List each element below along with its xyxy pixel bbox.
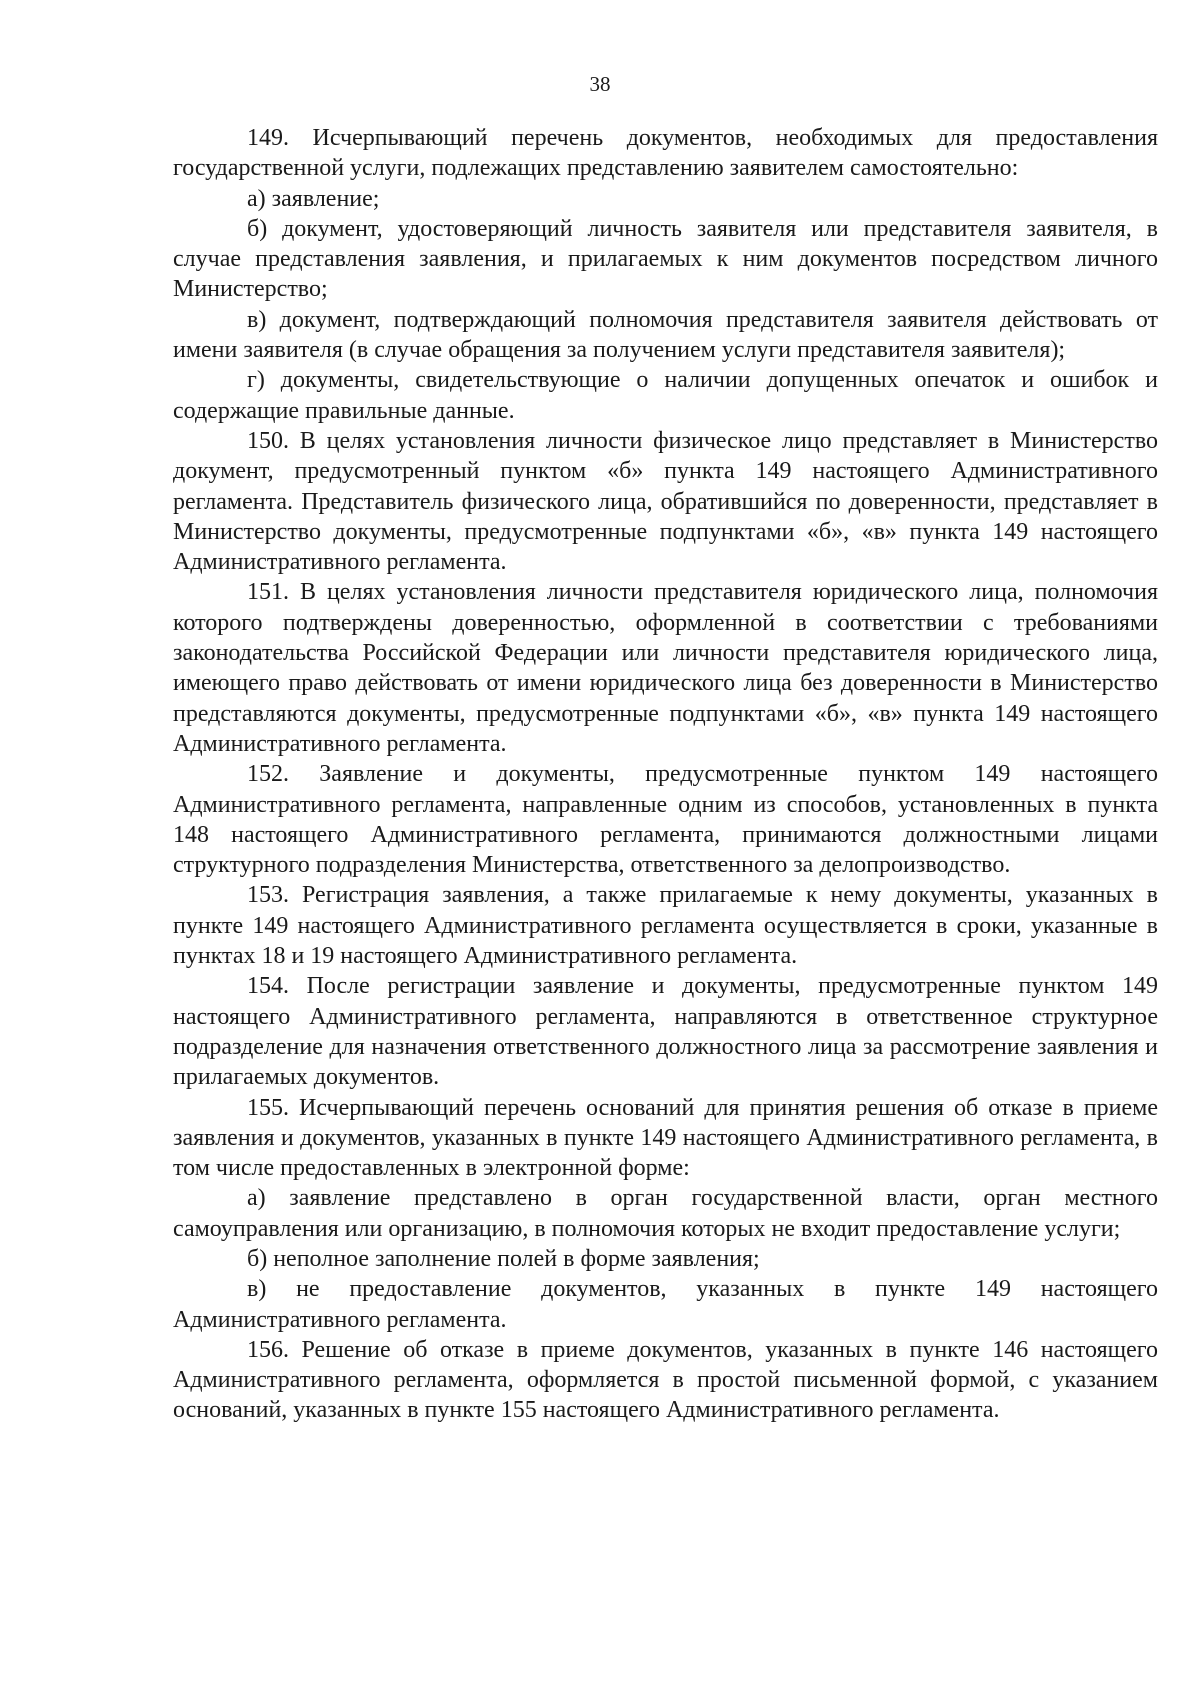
paragraph-156: 156. Решение об отказе в приеме документов, указанных в пункте 146 настоящего Административного регламента, оформляется в простой письменной формой, с указанием оснований, указанных в пункте 155 настоящего Административного регламента. xyxy=(173,1336,1158,1424)
paragraph-149-item-g: г) документы, свидетельствующие о наличии допущенных опечаток и ошибок и содержащие правильные данные. xyxy=(173,367,1158,424)
paragraph-155: 155. Исчерпывающий перечень оснований для принятия решения об отказе в приеме заявления и документов, указанных в пункте 149 настоящего Административного регламента, в том числе предоставленных в электронной форме: xyxy=(173,1094,1158,1182)
paragraph-152: 152. Заявление и документы, предусмотренные пунктом 149 настоящего Административного регламента, направленные одним из способов, установленных в пункта 148 настоящего Административного регламента, принимаются должностными лицами структурного подразделения Министерства, ответственного за делопроизводство. xyxy=(173,761,1158,879)
paragraph-155-item-b: б) неполное заполнение полей в форме заявления; xyxy=(247,1245,760,1272)
document-body xyxy=(173,123,1158,1426)
paragraph-149-item-v: в) документ, подтверждающий полномочия представителя заявителя действовать от имени заявителя (в случае обращения за получением услуги представителя заявителя); xyxy=(173,306,1158,364)
page-number: 38 xyxy=(589,72,611,96)
paragraph-154: 154. После регистрации заявление и документы, предусмотренные пунктом 149 настоящего Административного регламента, направляются в ответственное структурное подразделение для назначения ответственного должностного лица за рассмотрение заявления и прилагаемых документов. xyxy=(173,973,1158,1091)
paragraph-150: 150. В целях установления личности физическое лицо представляет в Министерство документ, предусмотренный пунктом «б» пункта 149 настоящего Административного регламента. Представитель физического лица, обратившийся по доверенности, представляет в Министерство документы, предусмотренные подпунктами «б», «в» пункта 149 настоящего Административного регламента. xyxy=(173,427,1158,576)
paragraph-153: 153. Регистрация заявления, а также прилагаемые к нему документы, указанных в пункте 149 настоящего Административного регламента осуществляется в сроки, указанные в пунктах 18 и 19 настоящего Административного регламента. xyxy=(173,882,1158,970)
paragraph-155-item-a: а) заявление представлено в орган государственной власти, орган местного самоуправления или организацию, в полномочия которых не входит предоставление услуги; xyxy=(173,1185,1158,1242)
paragraph-149-item-a: а) заявление; xyxy=(247,185,380,212)
paragraph-149: 149. Исчерпывающий перечень документов, необходимых для предоставления государственной услуги, подлежащих представлению заявителем самостоятельно: xyxy=(173,125,1158,182)
paragraph-155-item-v: в) не предоставление документов, указанных в пункте 149 настоящего Административного регламента. xyxy=(173,1276,1158,1333)
paragraph-151: 151. В целях установления личности представителя юридического лица, полномочия которого подтверждены доверенностью, оформленной в соответствии с требованиями законодательства Российской Федерации или личности представителя юридического лица, имеющего право действовать от имени юридического лица без доверенности в Министерство представляются документы, предусмотренные подпунктами «б», «в» пункта 149 настоящего Административного регламента. xyxy=(173,579,1158,757)
paragraph-149-item-b: б) документ, удостоверяющий личность заявителя или представителя заявителя, в случае представления заявления, и прилагаемых к ним документов посредством личного Министерство; xyxy=(173,215,1158,303)
